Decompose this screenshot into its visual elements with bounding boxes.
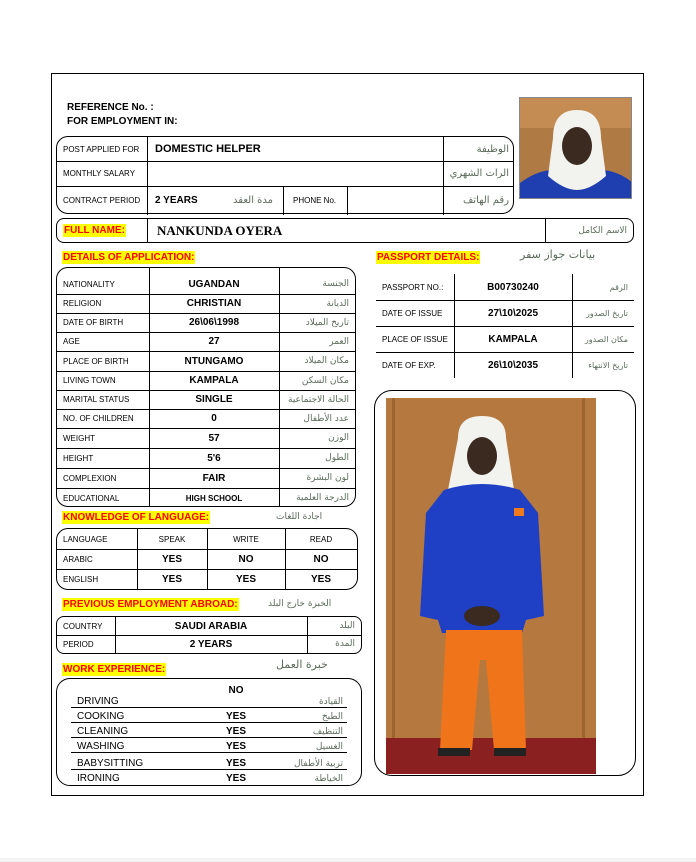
work-experience-value: YES [225, 726, 246, 737]
passport-arabic-heading: بيانات جواز سفر [520, 248, 596, 261]
work-experience-label: IRONING [77, 773, 120, 784]
passport-row-arabic: تاريخ الصدور [586, 308, 628, 318]
work-experience-value: NO [228, 685, 244, 696]
language-speak: YES [161, 553, 182, 565]
full-name-arabic-label: الاسم الكامل [578, 225, 627, 236]
previous-employment-label: PERIOD [63, 639, 94, 649]
work-experience-value: YES [225, 758, 246, 769]
details-row-arabic: الحالة الاجتماعية [288, 394, 349, 405]
position-info-box [56, 136, 514, 214]
details-row [57, 332, 355, 352]
details-row [57, 371, 355, 391]
full-name-box [56, 218, 634, 243]
details-row-arabic: لون البشرة [306, 473, 349, 483]
details-row-label: NO. OF CHILDREN [63, 414, 134, 423]
details-row-value: 57 [208, 432, 220, 444]
work-experience-row [71, 769, 347, 784]
contract-label: CONTRACT PERIOD [63, 196, 141, 205]
salary-arabic-label: الرات الشهري [449, 168, 509, 179]
work-experience-row [71, 737, 347, 753]
details-row-arabic: عدد الأطفال [303, 413, 349, 424]
full-name-value: NANKUNDA OYERA [157, 222, 283, 238]
work-experience-label: CLEANING [77, 726, 129, 737]
details-row-value: 27 [208, 336, 220, 347]
details-row [57, 488, 355, 508]
details-row [57, 448, 355, 469]
language-row [57, 549, 357, 570]
post-value: DOMESTIC HELPER [155, 143, 261, 155]
full-body-photo [386, 398, 596, 774]
details-row-value: KAMPALA [189, 375, 239, 386]
details-row [57, 351, 355, 372]
phone-value [347, 186, 443, 215]
language-col-header: LANGUAGE [63, 534, 108, 544]
passport-heading: PASSPORT DETAILS: [377, 252, 480, 263]
previous-employment-arabic-heading: الخبرة خارج البلد [268, 599, 332, 609]
details-row-label: AGE [63, 337, 80, 346]
passport-row [376, 326, 634, 353]
details-row-value: UGANDAN [188, 278, 240, 290]
headshot-photo [519, 97, 632, 199]
write-col-header: WRITE [233, 534, 259, 544]
salary-row [57, 161, 513, 187]
work-experience-arabic: التنظيف [312, 727, 343, 737]
details-row-arabic: الوزن [328, 433, 349, 443]
passport-row-arabic: الرقم [609, 282, 628, 292]
work-experience-row [71, 685, 347, 708]
work-experience-label: COOKING [77, 711, 125, 722]
contract-arabic-label: مدة العقد [233, 195, 273, 206]
work-experience-row [71, 722, 347, 738]
details-row-value: HIGH SCHOOL [185, 493, 243, 503]
details-row-value: FAIR [202, 472, 226, 484]
previous-employment-table [56, 616, 362, 654]
details-row-arabic: الدرجة العلمية [296, 493, 349, 503]
work-experience-value: YES [225, 773, 246, 784]
work-experience-table [56, 678, 362, 786]
employment-in-label: FOR EMPLOYMENT IN: [67, 116, 178, 127]
contract-row [57, 186, 513, 215]
details-row [57, 390, 355, 410]
post-row [57, 137, 513, 162]
work-experience-arabic: القيادة [319, 697, 343, 707]
previous-employment-label: COUNTRY [63, 621, 103, 631]
work-experience-row [71, 752, 347, 770]
work-experience-arabic: الطبخ [321, 712, 343, 722]
details-row-label: MARITAL STATUS [63, 395, 130, 404]
details-row-label: COMPLEXION [63, 473, 117, 483]
details-row-value: SINGLE [195, 394, 233, 405]
phone-arabic-label: رقم الهاتف [462, 195, 509, 206]
details-row-arabic: الديانة [326, 298, 349, 309]
previous-employment-row [57, 635, 361, 653]
language-row [57, 569, 357, 589]
reference-number-label: REFERENCE No. : [67, 102, 154, 113]
salary-value [155, 161, 385, 186]
work-experience-row [71, 707, 347, 723]
previous-employment-arabic: المدة [335, 639, 355, 649]
details-row [57, 428, 355, 449]
language-write: NO [238, 553, 254, 565]
work-experience-heading: WORK EXPERIENCE: [63, 664, 166, 675]
language-write: YES [235, 573, 256, 585]
full-name-label: FULL NAME: [64, 225, 125, 236]
details-row-value: 0 [211, 413, 217, 424]
passport-row-value: 26\10\2035 [487, 359, 539, 371]
details-row-arabic: مكان الميلاد [304, 356, 349, 366]
post-label: POST APPLIED FOR [63, 144, 140, 154]
speak-col-header: SPEAK [158, 534, 186, 544]
details-row [57, 468, 355, 489]
passport-row-value: KAMPALA [488, 333, 538, 345]
previous-employment-row [57, 617, 361, 636]
details-row-arabic: الطول [325, 453, 349, 463]
language-name: ARABIC [63, 554, 93, 564]
language-read: NO [313, 553, 329, 565]
work-experience-arabic: تربية الأطفال [293, 759, 343, 769]
phone-label: PHONE No. [293, 196, 337, 205]
passport-row [376, 274, 634, 301]
work-experience-value: YES [225, 711, 246, 722]
passport-row [376, 300, 634, 327]
details-row [57, 313, 355, 333]
details-row-value: CHRISTIAN [186, 298, 242, 309]
details-row-label: PLACE OF BIRTH [63, 356, 129, 366]
previous-employment-value: 2 YEARS [189, 638, 233, 650]
language-heading: KNOWLEDGE OF LANGUAGE: [63, 512, 210, 523]
details-row-label: DATE OF BIRTH [63, 318, 124, 327]
details-row-label: LIVING TOWN [63, 376, 116, 385]
details-row-label: EDUCATIONAL [63, 493, 120, 503]
work-experience-arabic: الغسيل [315, 742, 343, 752]
passport-row-value: B00730240 [487, 281, 539, 293]
details-row [57, 294, 355, 314]
passport-row-label: PASSPORT NO.: [382, 282, 444, 292]
details-row-label: RELIGION [63, 299, 102, 308]
work-experience-value: YES [225, 741, 246, 752]
details-row-arabic: تاريخ الميلاد [305, 317, 349, 328]
details-heading: DETAILS OF APPLICATION: [63, 252, 195, 263]
contract-value: 2 YEARS [155, 195, 198, 206]
previous-employment-value: SAUDI ARABIA [174, 620, 248, 632]
details-row-label: WEIGHT [63, 433, 95, 443]
details-row-label: HEIGHT [63, 453, 94, 463]
language-header-row [57, 529, 357, 550]
previous-employment-heading: PREVIOUS EMPLOYMENT ABROAD: [63, 599, 238, 610]
work-experience-label: WASHING [77, 741, 125, 752]
language-arabic-heading: اجادة اللغات [276, 512, 323, 522]
work-experience-label: BABYSITTING [77, 758, 144, 769]
details-row-value: 26\06\1998 [188, 317, 240, 328]
previous-employment-arabic: البلد [339, 621, 355, 631]
details-row-arabic: العمر [329, 336, 349, 347]
details-table [56, 267, 356, 507]
salary-label: MONTHLY SALARY [63, 169, 136, 178]
work-experience-arabic: الخياطة [314, 774, 343, 784]
details-row [57, 274, 355, 295]
passport-row-arabic: تاريخ الانتهاء [588, 360, 628, 370]
details-row-arabic: مكان السكن [301, 375, 349, 386]
details-row-value: 5'6 [207, 452, 221, 464]
passport-row-label: PLACE OF ISSUE [382, 334, 448, 344]
passport-row [376, 352, 634, 378]
language-read: YES [310, 573, 331, 585]
details-row-arabic: الجنسة [322, 279, 349, 289]
passport-row-label: DATE OF EXP. [382, 360, 436, 370]
language-name: ENGLISH [63, 574, 99, 584]
read-col-header: READ [309, 534, 333, 544]
language-speak: YES [161, 573, 182, 585]
passport-row-arabic: مكان الصدور [584, 334, 628, 344]
passport-row-label: DATE OF ISSUE [382, 308, 443, 318]
passport-row-value: 27\10\2025 [487, 307, 539, 319]
passport-table [376, 274, 634, 378]
work-experience-arabic-heading: خبرة العمل [276, 658, 328, 671]
work-experience-label: DRIVING [77, 696, 119, 707]
language-table [56, 528, 358, 590]
details-row [57, 409, 355, 429]
details-row-label: NATIONALITY [63, 279, 115, 289]
post-arabic-label: الوظيفة [476, 143, 509, 155]
details-row-value: NTUNGAMO [184, 355, 244, 367]
